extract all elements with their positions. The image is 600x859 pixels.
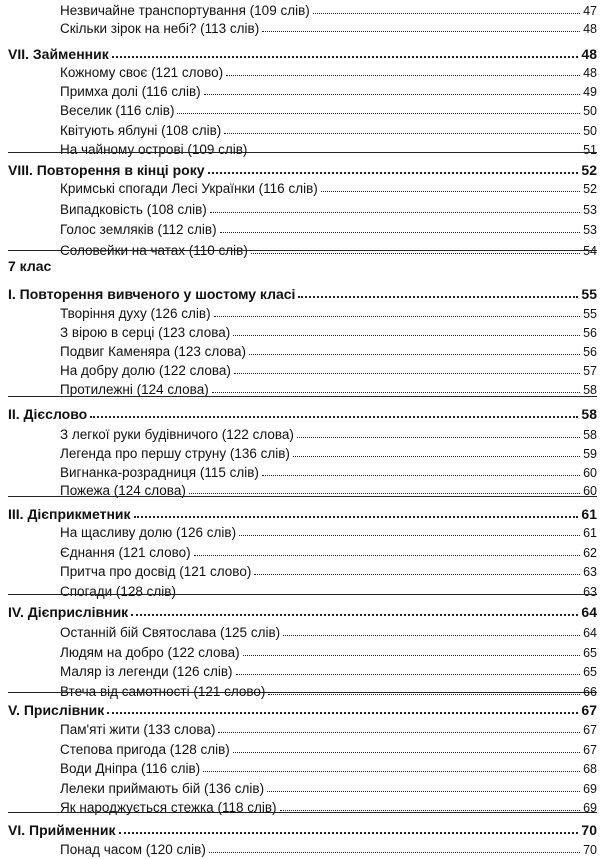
- page-number: 60: [583, 484, 597, 499]
- page-number: 61: [581, 506, 597, 522]
- toc-entry[interactable]: [60, 360, 597, 378]
- page-number: 56: [583, 345, 597, 359]
- dot-leader: [321, 191, 580, 192]
- page-number: 62: [583, 545, 597, 560]
- page-number: 67: [581, 702, 597, 718]
- entry-title: Води Дніпра (116 слів): [60, 761, 201, 777]
- dot-leader: [194, 555, 580, 556]
- dot-leader: [298, 296, 578, 298]
- entry-title: Останній бій Святослава (125 слів): [60, 625, 281, 640]
- dot-leader: [212, 392, 580, 393]
- page-number: 70: [583, 843, 597, 857]
- toc-entry[interactable]: [60, 341, 597, 359]
- toc-section[interactable]: [8, 282, 597, 302]
- page-number: 56: [583, 326, 597, 340]
- page-number: 59: [583, 446, 597, 461]
- page-number: 55: [581, 286, 597, 302]
- toc-entry[interactable]: [60, 522, 597, 540]
- section-divider: [8, 396, 597, 397]
- toc-entry[interactable]: [60, 581, 597, 599]
- entry-title: Випадковість (108 слів): [60, 201, 207, 217]
- toc-entry[interactable]: [60, 681, 597, 699]
- grade-heading: 7 клас: [8, 258, 52, 274]
- page-number: 48: [581, 46, 597, 62]
- entry-title: Пам'яті жити (133 слова): [60, 722, 216, 737]
- entry-title: Кримські спогади Лесі Українки (116 слів): [60, 181, 318, 196]
- page-number: 50: [583, 104, 597, 119]
- dot-leader: [112, 56, 579, 58]
- page-number: 63: [583, 584, 597, 599]
- dot-leader: [243, 655, 581, 656]
- entry-title: Кожному своє (121 слово): [60, 65, 224, 80]
- dot-leader: [131, 614, 578, 616]
- toc-entry[interactable]: [60, 642, 597, 660]
- dot-leader: [119, 832, 579, 834]
- dot-leader: [226, 75, 580, 76]
- entry-title: На добру долю (122 слова): [60, 363, 231, 378]
- toc-entry[interactable]: [60, 462, 597, 480]
- page-number: 68: [583, 762, 597, 777]
- toc-entry[interactable]: [60, 622, 597, 640]
- page-number: 53: [583, 202, 597, 217]
- entry-title: Подвиг Каменяра (123 слова): [60, 344, 246, 359]
- dot-leader: [203, 771, 580, 772]
- toc-section[interactable]: [8, 600, 597, 620]
- entry-title: Творіння духу (126 слів): [60, 306, 211, 321]
- dot-leader: [262, 31, 580, 32]
- entry-title: Незвичайне транспортування (109 слів): [60, 3, 310, 18]
- page-number: 64: [581, 604, 597, 620]
- toc-entry[interactable]: [60, 758, 597, 776]
- entry-title: Лелеки приймають бій (136 слів): [60, 780, 265, 796]
- toc-entry[interactable]: [60, 199, 597, 217]
- page-number: 57: [583, 364, 597, 378]
- dot-leader: [189, 493, 580, 494]
- page-number: 49: [583, 85, 597, 100]
- dot-leader: [210, 212, 580, 213]
- page-number: 52: [583, 182, 597, 196]
- entry-title: Людям на добро (122 слова): [60, 644, 240, 660]
- entry-title: Спогади (128 слів): [60, 583, 176, 599]
- section-title: VII. Займенник: [8, 46, 109, 62]
- page-number: 48: [583, 66, 597, 80]
- toc-section[interactable]: [8, 158, 597, 178]
- toc-entry[interactable]: [60, 719, 597, 737]
- page-number: 69: [583, 801, 597, 816]
- toc-section[interactable]: [8, 818, 597, 838]
- page-number: 67: [583, 742, 597, 757]
- dot-leader: [254, 574, 580, 575]
- section-title: IV. Дієприслівник: [8, 604, 129, 620]
- page-number: 55: [583, 307, 597, 321]
- dot-leader: [204, 94, 580, 95]
- page-number: 58: [581, 406, 597, 422]
- page-number: 64: [583, 626, 597, 640]
- dot-leader: [214, 316, 580, 317]
- entry-title: Соловейки на чатах (110 слів): [60, 242, 248, 258]
- section-title: VIII. Повторення в кінці року: [8, 162, 205, 178]
- toc-entry[interactable]: [60, 424, 597, 442]
- entry-title: Легенда про першу струну (136 слів): [60, 445, 290, 461]
- entry-title: Маляр із легенди (126 слів): [60, 664, 233, 679]
- section-divider: [8, 594, 597, 595]
- page-number: 67: [583, 723, 597, 737]
- toc-entry[interactable]: [60, 303, 597, 321]
- toc-entry[interactable]: [60, 100, 597, 118]
- dot-leader: [177, 113, 580, 114]
- dot-leader: [268, 694, 580, 695]
- dot-leader: [218, 732, 580, 733]
- toc-entry[interactable]: [60, 778, 597, 796]
- page-number: 69: [583, 781, 597, 796]
- entry-title: Пожежа (124 слова): [60, 483, 186, 499]
- dot-leader: [220, 232, 581, 233]
- toc-entry[interactable]: [60, 542, 597, 560]
- dot-leader: [249, 354, 580, 355]
- page-number: 47: [583, 4, 597, 18]
- toc-section[interactable]: [8, 698, 597, 718]
- page-number: 51: [583, 142, 597, 157]
- dot-leader: [313, 13, 580, 14]
- section-divider: [8, 692, 597, 693]
- dot-leader: [208, 172, 579, 174]
- dot-leader: [90, 416, 578, 418]
- page-number: 66: [583, 684, 597, 699]
- toc-entry[interactable]: [60, 178, 597, 196]
- page-number: 60: [583, 465, 597, 480]
- entry-title: Протилежні (124 слова): [60, 382, 209, 397]
- toc-section[interactable]: [8, 42, 597, 62]
- page-number: 53: [583, 223, 597, 237]
- page-number: 63: [583, 565, 597, 579]
- dot-leader: [262, 475, 580, 476]
- dot-leader: [239, 535, 580, 536]
- page-number: 58: [583, 428, 597, 442]
- page-number: 61: [583, 526, 597, 540]
- toc-section[interactable]: [8, 502, 597, 522]
- toc-entry[interactable]: [60, 120, 597, 138]
- dot-leader: [297, 437, 580, 438]
- section-title: I. Повторення вивченого у шостому класі: [8, 286, 296, 302]
- toc-entry[interactable]: [60, 81, 597, 99]
- toc-entry[interactable]: [60, 322, 597, 340]
- entry-title: Вигнанка-розрадниця (115 слів): [60, 464, 259, 480]
- toc-entry[interactable]: [60, 139, 597, 157]
- section-title: III. Дієприкметник: [8, 506, 131, 522]
- entry-title: Голос земляків (112 слів): [60, 222, 217, 237]
- entry-title: Як народжується стежка (118 слів): [60, 800, 277, 816]
- dot-leader: [293, 456, 580, 457]
- entry-title: З легкої руки будівничого (122 слова): [60, 427, 294, 442]
- entry-title: На чайному острові (109 слів): [60, 141, 248, 157]
- entry-title: Притча про досвід (121 слово): [60, 564, 252, 579]
- dot-leader: [224, 133, 580, 134]
- page-number: 65: [583, 645, 597, 660]
- toc-entry[interactable]: [60, 240, 597, 258]
- toc-entry[interactable]: [60, 443, 597, 461]
- dot-leader: [234, 373, 580, 374]
- dot-leader: [267, 791, 580, 792]
- page-number: 58: [583, 383, 597, 397]
- entry-title: Втеча від самотності (121 слово): [60, 683, 266, 699]
- toc-entry[interactable]: [60, 661, 597, 679]
- page-number: 52: [581, 162, 597, 178]
- section-divider: [8, 250, 597, 251]
- entry-title: На щасливу долю (126 слів): [60, 525, 237, 540]
- entry-title: Понад часом (120 слів): [60, 842, 206, 857]
- section-title: V. Прислівник: [8, 702, 105, 718]
- page-number: 48: [583, 22, 597, 36]
- page-number: 65: [583, 665, 597, 679]
- section-title: II. Дієслово: [8, 406, 88, 422]
- entry-title: Квітують яблуні (108 слів): [60, 122, 222, 138]
- entry-title: Веселик (116 слів): [60, 103, 175, 119]
- dot-leader: [233, 752, 580, 753]
- entry-title: Примха долі (116 слів): [60, 84, 201, 100]
- dot-leader: [209, 852, 580, 853]
- section-divider: [8, 496, 597, 497]
- dot-leader: [134, 516, 579, 518]
- entry-title: Скільки зірок на небі? (113 слів): [60, 21, 260, 36]
- toc-entry[interactable]: [60, 18, 597, 36]
- toc-entry[interactable]: [60, 62, 597, 80]
- dot-leader: [283, 635, 580, 636]
- section-divider: [8, 812, 597, 813]
- entry-title: Степова пригода (128 слів): [60, 741, 230, 757]
- dot-leader: [233, 335, 580, 336]
- entry-title: З вірою в серці (123 слова): [60, 325, 231, 340]
- toc-entry[interactable]: [60, 739, 597, 757]
- toc-entry[interactable]: [60, 219, 597, 237]
- toc-entry[interactable]: [60, 561, 597, 579]
- dot-leader: [107, 712, 578, 714]
- toc-entry[interactable]: [60, 839, 597, 857]
- page-number: 50: [583, 123, 597, 138]
- dot-leader: [236, 674, 581, 675]
- section-divider: [8, 152, 597, 153]
- toc-entry[interactable]: [60, 0, 597, 18]
- toc-section[interactable]: [8, 402, 597, 422]
- page-number: 54: [583, 243, 597, 258]
- dot-leader: [251, 253, 580, 254]
- section-title: VI. Прийменник: [8, 822, 116, 838]
- toc-entry[interactable]: [60, 379, 597, 397]
- page-number: 70: [581, 822, 597, 838]
- entry-title: Єднання (121 слово): [60, 544, 191, 560]
